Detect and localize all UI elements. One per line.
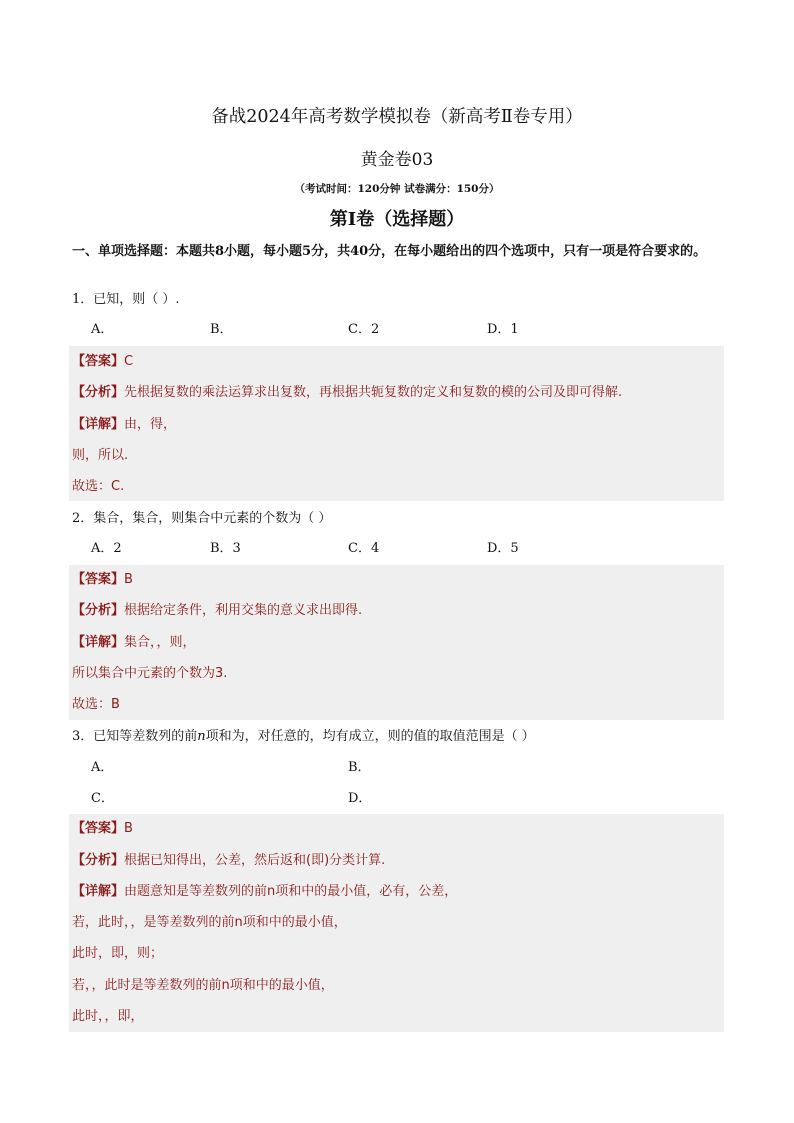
q3-detail-line: 若，，此时是等差数列的前n项和中的最小值， (72, 978, 334, 993)
q1-detail-line: 故选：C. (72, 479, 125, 494)
q1-detail-line: 则，所以. (72, 448, 129, 463)
q2-answer: 【答案】B (72, 572, 133, 587)
q3-detail-line: 若，此时，，是等差数列的前n项和中的最小值， (72, 915, 347, 930)
q3-option-d: D． (348, 791, 372, 806)
q1-option-d: D．1 (487, 322, 519, 337)
q1-analysis: 【分析】先根据复数的乘法运算求出复数，再根据共轭复数的定义和复数的模的公司及即可得解. (72, 385, 623, 400)
q1-option-c: C．2 (348, 322, 380, 337)
q2-analysis: 【分析】根据给定条件，利用交集的意义求出即得. (72, 603, 363, 618)
q3-analysis: 【分析】根据已知得出，公差，然后返和(即)分类计算. (72, 853, 386, 868)
q1-answer: 【答案】C (72, 354, 134, 369)
paper-title: 备战2024年高考数学模拟卷（新高考Ⅱ卷专用） (211, 107, 583, 127)
q2-detail: 【详解】集合，，则， (72, 635, 196, 650)
q3-detail-line: 此时，，即， (72, 1009, 144, 1024)
exam-info: （考试时间：120分钟 试卷满分：150分） (294, 183, 500, 195)
q2-option-d: D．5 (487, 541, 519, 556)
q2-option-a: A．2 (91, 541, 122, 556)
section-instructions: 一、单项选择题：本题共8小题，每小题5分，共40分，在每小题给出的四个选项中，只有一项是符合要求的。 (72, 244, 707, 259)
question-3-stem: 3．已知等差数列的前n项和为，对任意的，均有成立，则的值的取值范围是（ ） (72, 729, 535, 744)
q3-detail-line: 此时，即，则； (72, 946, 164, 961)
paper-subtitle: 黄金卷03 (360, 150, 434, 170)
q2-detail-line: 所以集合中元素的个数为3. (72, 666, 228, 681)
question-2-stem: 2．集合，集合，则集合中元素的个数为（ ） (72, 511, 332, 526)
q1-option-b: B． (210, 322, 233, 337)
q3-option-b: B． (348, 760, 371, 775)
q2-option-b: B．3 (210, 541, 241, 556)
q2-option-c: C．4 (348, 541, 380, 556)
q3-option-a: A． (91, 760, 114, 775)
question-1-stem: 1．已知，则（ ）. (72, 292, 180, 307)
q3-option-c: C． (91, 791, 114, 806)
q2-detail-line: 故选：B (72, 697, 120, 712)
volume-heading: 第Ⅰ卷（选择题） (329, 209, 465, 230)
q3-detail: 【详解】由题意知是等差数列的前n项和中的最小值，必有，公差， (72, 884, 458, 899)
q1-option-a: A． (91, 322, 114, 337)
q1-detail: 【详解】由，得， (72, 417, 177, 432)
q3-answer: 【答案】B (72, 821, 133, 836)
